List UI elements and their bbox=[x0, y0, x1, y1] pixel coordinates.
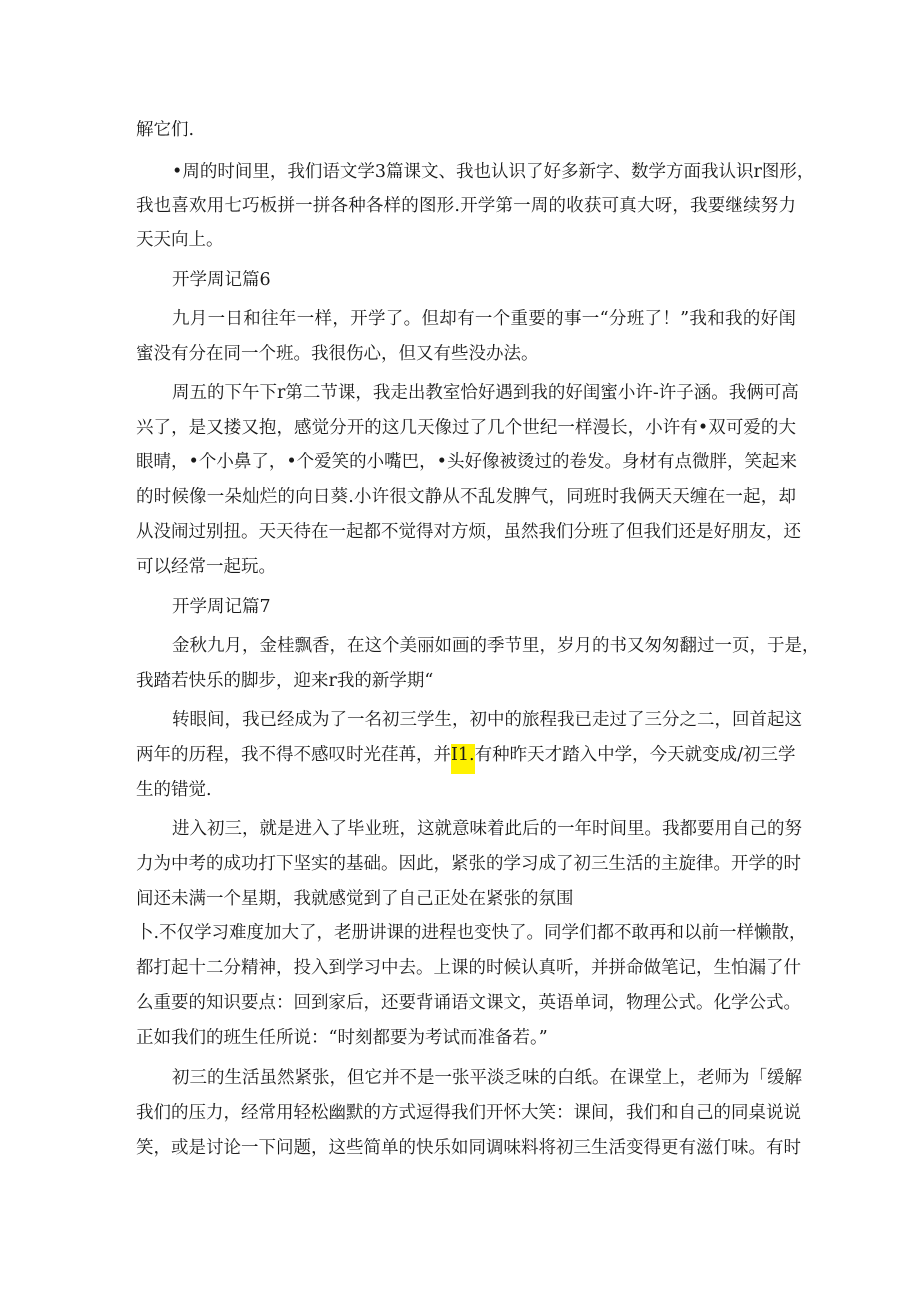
paragraph-line: 都打起十二分精神，投入到学习中去。上课的时候认真听，并拼命做笔记，生怕漏了什 bbox=[136, 958, 801, 978]
section-heading: 开学周记篇6 bbox=[172, 270, 271, 290]
paragraph-line: 周五的下午下r第二节课，我走出教室恰好遇到我的好闺蜜小许-许子涵。我俩可高 bbox=[172, 383, 799, 403]
paragraph-line: 生的错觉. bbox=[136, 780, 212, 800]
paragraph-line: 我们的压力，经常用轻松幽默的方式逗得我们开怀大笑：课间，我们和自己的同桌说说 bbox=[136, 1103, 801, 1123]
paragraph-line: 卜.不仅学习难度加大了，老册讲课的进程也变快了。同学们都不敢再和以前一样懒散， bbox=[136, 923, 807, 943]
section-heading: 开学周记篇7 bbox=[172, 597, 271, 617]
paragraph-line: 从没闹过别扭。天天待在一起都不觉得对方烦，虽然我们分班了但我们还是好朋友，还 bbox=[136, 522, 801, 542]
paragraph-line: 九月一日和往年一样，开学了。但却有一个重要的事一“分班了！”我和我的好闺 bbox=[172, 309, 796, 329]
paragraph-line: 转眼间，我已经成为了一名初三学生，初中的旅程我已走过了三分之二，回首起这 bbox=[172, 710, 802, 730]
paragraph-line: 金秋九月，金桂飘香，在这个美丽如画的季节里，岁月的书又匆匆翻过一页，于是， bbox=[172, 636, 820, 656]
paragraph-line: 正如我们的班生任所说：“时刻都要为考试而准备若。” bbox=[136, 1028, 548, 1048]
paragraph-line: 蜜没有分在同一个班。我很伤心，但又有些没办法。 bbox=[136, 344, 539, 364]
line-text: 有种昨天才踏入中学，今天就变成/初三学 bbox=[474, 745, 796, 765]
highlighted-text: I1. bbox=[451, 744, 475, 774]
paragraph-line: 间还未满一个星期，我就感觉到了自己正处在紧张的氛围 bbox=[136, 889, 574, 909]
paragraph-line: 初三的生活虽然紧张，但它并不是一张平淡乏味的白纸。在课堂上，老师为「缓解 bbox=[172, 1068, 802, 1088]
paragraph-line: •周的时间里，我们语文学3篇课文、我也认识了好多新字、数学方面我认识r图形， bbox=[172, 162, 815, 182]
paragraph-line: 可以经常一起玩。 bbox=[136, 557, 276, 577]
paragraph-line: 的时候像一朵灿烂的向日葵.小许很文静从不乱发脾气，同班时我俩天天缠在一起，却 bbox=[136, 487, 796, 507]
paragraph-line: 我踏若快乐的脚步，迎来r我的新学期“ bbox=[136, 671, 434, 691]
paragraph-line: 进入初三，就是进入了毕业班，这就意味着此后的一年时间里。我都要用自己的努 bbox=[172, 819, 802, 839]
paragraph-line bbox=[136, 743, 796, 774]
paragraph-line: 笑，或是讨论一下问题，这些简单的快乐如同调味料将初三生活变得更有滋仃味。有时 bbox=[136, 1138, 801, 1158]
paragraph-line: 解它们. bbox=[136, 120, 195, 140]
line-text: 两年的历程，我不得不感叹时光荏苒，并 bbox=[136, 745, 451, 765]
paragraph-line: 力为中考的成功打下坚实的基础。因此，紧张的学习成了初三生活的主旋律。开学的时 bbox=[136, 854, 801, 874]
paragraph-line: 我也喜欢用七巧板拼一拼各种各样的图形.开学第一周的收获可真大呀，我要继续努力 bbox=[136, 196, 796, 216]
paragraph-line: 眼晴，•个小鼻了，•个爱笑的小嘴巴，•头好像被烫过的卷发。身材有点微胖，笑起来 bbox=[136, 452, 797, 472]
paragraph-line: 么重要的知识要点：回到家后，还要背诵语文课文，英语单词，物理公式。化学公式。 bbox=[136, 993, 801, 1013]
paragraph-line: 兴了，是又搂又抱，感觉分开的这几天像过了几个世纪一样漫长，小许有•双可爱的大 bbox=[136, 418, 796, 438]
paragraph-line: 天天向上。 bbox=[136, 230, 224, 250]
